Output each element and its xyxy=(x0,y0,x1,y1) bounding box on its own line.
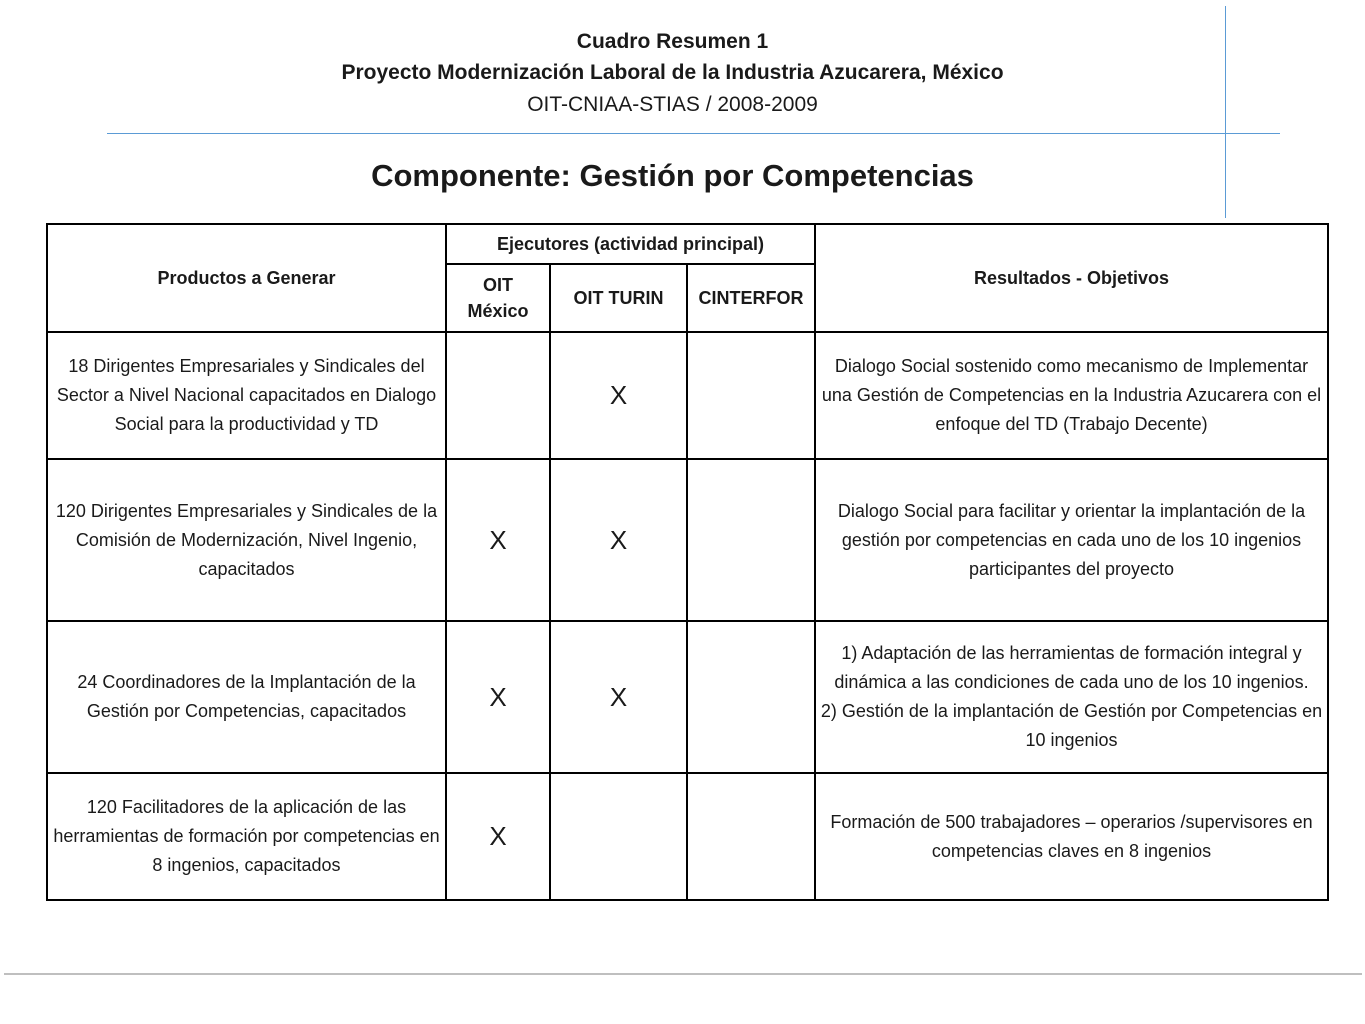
result-cell: Dialogo Social sostenido como mecanismo de Implementar una Gestión de Competencias en la Industria Azucarera con el enfoque del TD (Trabajo Decente) xyxy=(815,332,1328,459)
result-cell: Formación de 500 trabajadores – operarios /supervisores en competencias claves en 8 ingenios xyxy=(815,773,1328,900)
header-divider xyxy=(107,133,1280,134)
table-row xyxy=(47,332,1328,459)
product-cell: 18 Dirigentes Empresariales y Sindicales del Sector a Nivel Nacional capacitados en Dialogo Social para la productividad y TD xyxy=(47,332,446,459)
oit-mexico-cell: X xyxy=(446,621,550,773)
cinterfor-cell xyxy=(687,332,815,459)
product-cell: 120 Facilitadores de la aplicación de las herramientas de formación por competencias en 8 ingenios, capacitados xyxy=(47,773,446,900)
oit-mexico-cell xyxy=(446,332,550,459)
product-cell: 120 Dirigentes Empresariales y Sindicales de la Comisión de Modernización, Nivel Ingenio, capacitados xyxy=(47,459,446,621)
cinterfor-cell xyxy=(687,773,815,900)
header-cinterfor: CINTERFOR xyxy=(687,264,815,332)
oit-turin-cell: X xyxy=(550,459,687,621)
result-cell: Dialogo Social para facilitar y orientar la implantación de la gestión por competencias en cada uno de los 10 ingenios participantes del proyecto xyxy=(815,459,1328,621)
oit-mexico-cell: X xyxy=(446,773,550,900)
table-row xyxy=(47,459,1328,621)
result-cell xyxy=(815,621,1328,773)
header-results: Resultados - Objetivos xyxy=(815,224,1328,332)
oit-turin-cell: X xyxy=(550,332,687,459)
oit-turin-cell xyxy=(550,773,687,900)
table-header-row xyxy=(47,224,1328,264)
table-row xyxy=(47,621,1328,773)
header-executors: Ejecutores (actividad principal) xyxy=(446,224,815,264)
header-oit-mexico: OIT México xyxy=(446,264,550,332)
table-row xyxy=(47,773,1328,900)
title-line-3: OIT-CNIAA-STIAS / 2008-2009 xyxy=(527,93,818,116)
result-part-2: 2) Gestión de la implantación de Gestión por Competencias en 10 ingenios xyxy=(820,701,1323,750)
product-cell: 24 Coordinadores de la Implantación de la Gestión por Competencias, capacitados xyxy=(47,621,446,773)
result-part-1: 1) Adaptación de las herramientas de formación integral y dinámica a las condiciones de cada uno de los 10 ingenios. xyxy=(834,643,1309,692)
summary-table xyxy=(46,223,1329,901)
title-line-2: Proyecto Modernización Laboral de la Industria Azucarera, México xyxy=(341,61,1004,84)
oit-mexico-cell: X xyxy=(446,459,550,621)
header-products: Productos a Generar xyxy=(47,224,446,332)
footer-divider xyxy=(4,973,1362,975)
title-line-1: Cuadro Resumen 1 xyxy=(576,30,769,53)
cinterfor-cell xyxy=(687,459,815,621)
component-title: Componente: Gestión por Competencias xyxy=(371,158,974,193)
oit-turin-cell: X xyxy=(550,621,687,773)
header-oit-turin: OIT TURIN xyxy=(550,264,687,332)
cinterfor-cell xyxy=(687,621,815,773)
